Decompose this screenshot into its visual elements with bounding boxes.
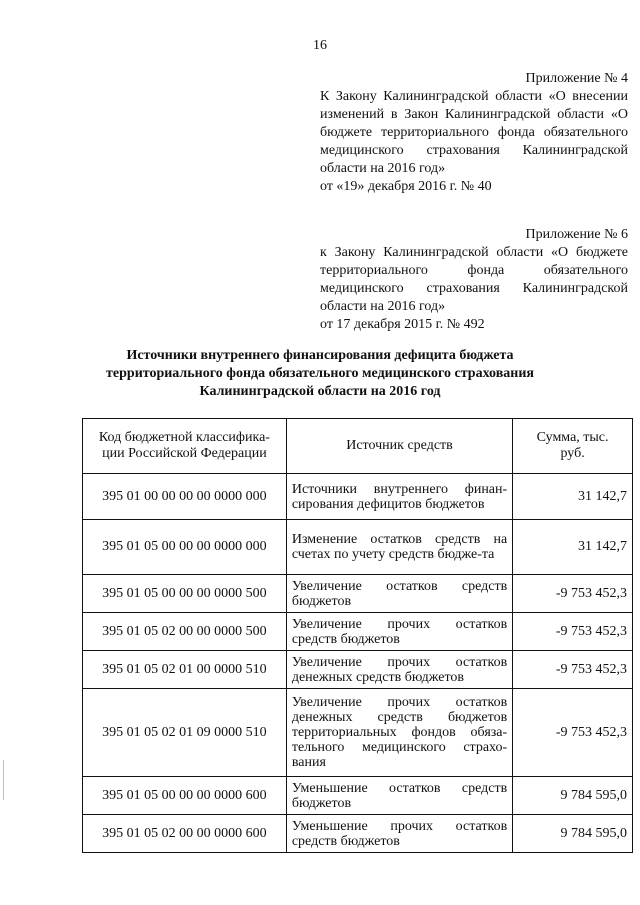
row-code: 395 01 05 02 01 09 0000 510	[83, 689, 287, 777]
table-row	[83, 651, 633, 689]
table-row	[83, 520, 633, 575]
row-source: Увеличение прочих остатков денежных средств бюджетов территориальных фондов обяза-тельного медицинского страхо-вания	[286, 689, 512, 777]
appendix-6-date: от 17 декабря 2015 г. № 492	[320, 317, 485, 332]
appendix-4-date: от «19» декабря 2016 г. № 40	[320, 179, 492, 194]
appendix-4-block	[320, 70, 628, 196]
row-source: Уменьшение остатков средств бюджетов	[286, 777, 512, 815]
appendix-4-body: К Закону Калининградской области «О внесении изменений в Закон Калининградской области «О бюджете территориального фонда обязательного медицинского страхования Калининградской области на 2016 год»	[320, 89, 628, 176]
appendix-6-body: к Закону Калининградской области «О бюджете территориального фонда обязательного медицинского страхования Калининградской области на 2016 год»	[320, 245, 628, 314]
row-code: 395 01 00 00 00 00 0000 000	[83, 474, 287, 520]
appendix-4-title: Приложение № 4	[525, 71, 628, 86]
row-code: 395 01 05 02 01 00 0000 510	[83, 651, 287, 689]
financing-sources-table	[82, 418, 633, 853]
appendix-6-block	[320, 226, 628, 334]
row-source: Источники внутреннего финан-сирования дефицитов бюджетов	[286, 474, 512, 520]
row-source: Изменение остатков средств на счетах по учету средств бюдже-та	[286, 520, 512, 575]
row-source: Увеличение остатков средств бюджетов	[286, 575, 512, 613]
row-code: 395 01 05 00 00 00 0000 000	[83, 520, 287, 575]
row-sum: 9 784 595,0	[513, 815, 633, 853]
scan-margin-line	[3, 760, 4, 800]
header-source: Источник средств	[286, 419, 512, 474]
table-row	[83, 474, 633, 520]
table-row	[83, 613, 633, 651]
row-sum: -9 753 452,3	[513, 689, 633, 777]
table-row	[83, 777, 633, 815]
header-code: Код бюджетной классифика-ции Российской Федерации	[83, 419, 287, 474]
table-row	[83, 575, 633, 613]
row-source: Увеличение прочих остатков денежных средств бюджетов	[286, 651, 512, 689]
row-code: 395 01 05 00 00 00 0000 600	[83, 777, 287, 815]
row-code: 395 01 05 02 00 00 0000 500	[83, 613, 287, 651]
row-sum: 31 142,7	[513, 520, 633, 575]
row-code: 395 01 05 02 00 00 0000 600	[83, 815, 287, 853]
row-source: Уменьшение прочих остатков средств бюджетов	[286, 815, 512, 853]
table-row	[83, 689, 633, 777]
header-sum: Сумма, тыс. руб.	[513, 419, 633, 474]
appendix-6-title: Приложение № 6	[525, 227, 628, 242]
document-heading: Источники внутреннего финансирования дефицита бюджета территориального фонда обязательного медицинского страхования Калининградской области на 2016 год	[106, 348, 534, 399]
page-number: 16	[313, 38, 327, 53]
row-sum: 31 142,7	[513, 474, 633, 520]
row-sum: 9 784 595,0	[513, 777, 633, 815]
row-code: 395 01 05 00 00 00 0000 500	[83, 575, 287, 613]
table-header-row	[83, 419, 633, 474]
table-row	[83, 815, 633, 853]
row-sum: -9 753 452,3	[513, 651, 633, 689]
row-sum: -9 753 452,3	[513, 575, 633, 613]
row-source: Увеличение прочих остатков средств бюджетов	[286, 613, 512, 651]
row-sum: -9 753 452,3	[513, 613, 633, 651]
